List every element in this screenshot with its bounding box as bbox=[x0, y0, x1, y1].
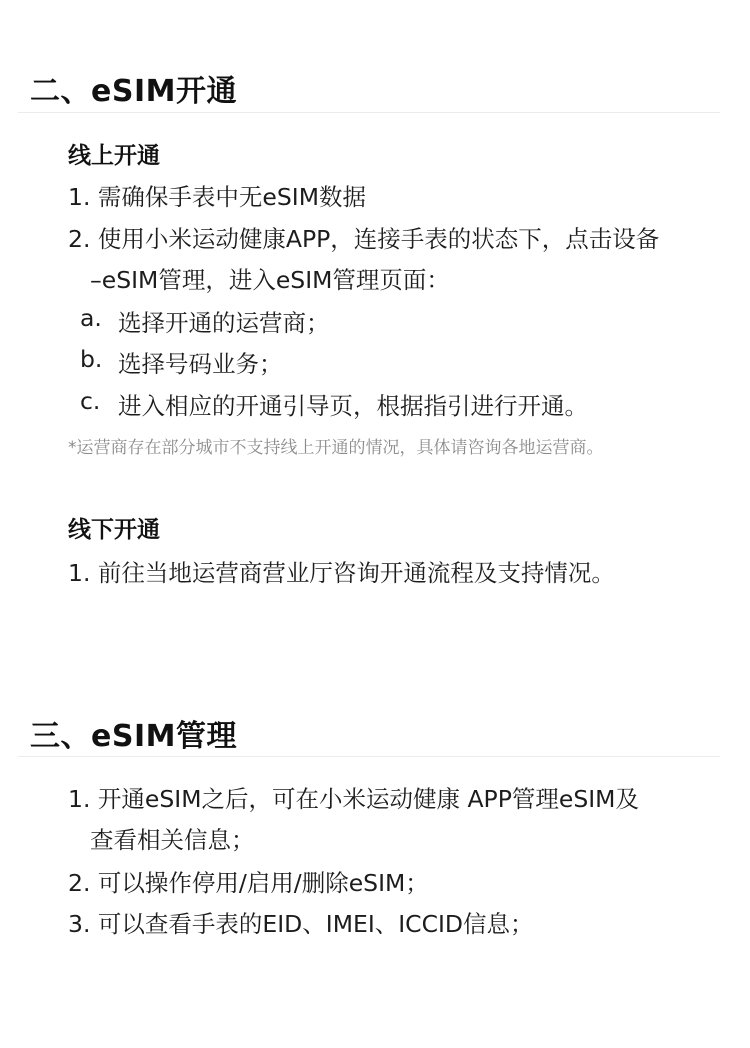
list-item-continuation: 查看相关信息； bbox=[90, 826, 255, 854]
section-divider bbox=[18, 112, 720, 113]
section-title-esim-activation: 二、eSIM开通 bbox=[30, 74, 237, 109]
sub-list-marker-b: b. bbox=[80, 345, 103, 373]
sub-list-marker-a: a. bbox=[80, 304, 102, 332]
sub-list-marker-c: c. bbox=[80, 387, 101, 415]
sub-list-item-b: 选择号码业务； bbox=[118, 350, 283, 378]
list-item: 1. 需确保手表中无eSIM数据 bbox=[68, 183, 366, 211]
section-divider bbox=[18, 756, 720, 757]
footnote: *运营商存在部分城市不支持线上开通的情况，具体请咨询各地运营商。 bbox=[68, 438, 604, 458]
list-item: 2. 使用小米运动健康APP，连接手表的状态下，点击设备 bbox=[68, 225, 660, 253]
list-item: 2. 可以操作停用/启用/删除eSIM； bbox=[68, 869, 429, 897]
list-item: 1. 前往当地运营商营业厅咨询开通流程及支持情况。 bbox=[68, 559, 615, 587]
sub-list-item-a: 选择开通的运营商； bbox=[118, 309, 330, 337]
list-item: 3. 可以查看手表的EID、IMEI、ICCID信息； bbox=[68, 910, 534, 938]
list-item: 1. 开通eSIM之后，可在小米运动健康 APP管理eSIM及 bbox=[68, 785, 639, 813]
list-item-continuation: –eSIM管理，进入eSIM管理页面： bbox=[90, 266, 450, 294]
subsection-title-offline: 线下开通 bbox=[68, 517, 160, 543]
subsection-title-online: 线上开通 bbox=[68, 143, 160, 169]
sub-list-item-c: 进入相应的开通引导页，根据指引进行开通。 bbox=[118, 392, 588, 420]
section-title-esim-management: 三、eSIM管理 bbox=[30, 719, 237, 754]
